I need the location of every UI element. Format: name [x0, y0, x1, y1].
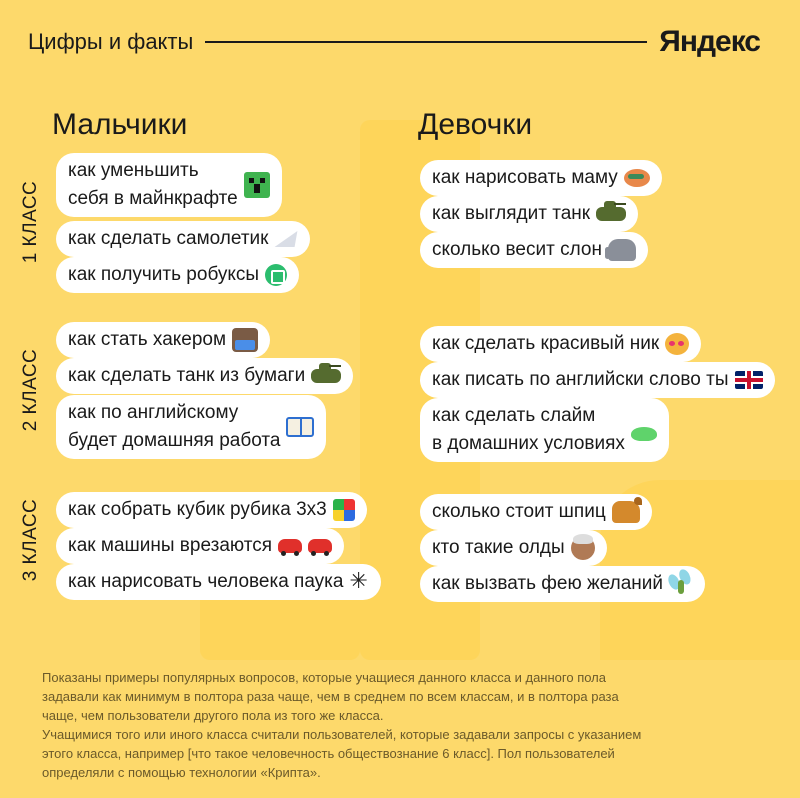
list-item: [56, 564, 381, 600]
query-text: как стать хакером: [68, 329, 227, 350]
cat-heart-eyes-icon: [665, 333, 689, 355]
list-item: [420, 566, 705, 602]
robux-icon: [265, 264, 287, 286]
old-person-icon: [571, 536, 595, 560]
query-text: как писать по английски слово ты: [432, 369, 729, 390]
list-item: [56, 528, 344, 564]
footnote-paragraph: Учащимися того или иного класса считали пользователей, которые задавали запросы с указанием этого класса, например [что такое человечность обществознание 6 класс]. Пол пользователей определяли с помощью технологии «Крипта».: [42, 727, 642, 780]
elephant-icon: [608, 239, 636, 261]
list-item: [420, 326, 701, 362]
palette-icon: [624, 169, 650, 187]
grade-label-1: 1 КЛАСС: [20, 180, 41, 264]
header: [28, 22, 760, 62]
spider-icon: [349, 572, 369, 592]
query-text: как уменьшить себя в майнкрафте: [68, 160, 238, 209]
creeper-icon: [244, 172, 270, 198]
query-text: как по английскому будет домашняя работа: [68, 402, 281, 451]
query-text: сколько стоит шпиц: [432, 501, 606, 522]
paper-plane-icon: [274, 229, 298, 249]
query-text: как сделать самолетик: [68, 228, 269, 249]
list-item: [56, 257, 299, 293]
query-text: как машины врезаются: [68, 535, 272, 556]
query-text: как собрать кубик рубика 3x3: [68, 499, 327, 520]
query-text: как сделать танк из бумаги: [68, 365, 306, 386]
list-item: [56, 395, 326, 459]
grade-label-2: 2 КЛАСС: [20, 348, 41, 432]
car-icon: [308, 539, 332, 553]
list-item: [56, 358, 353, 394]
list-item: [420, 362, 775, 398]
rubik-cube-icon: [333, 499, 355, 521]
tank-icon: [311, 369, 341, 383]
list-item: [56, 492, 367, 528]
list-item: [420, 530, 607, 566]
header-title: Цифры и факты: [28, 29, 194, 54]
tank-icon: [596, 207, 626, 221]
footnote: [42, 668, 772, 782]
list-item: [420, 196, 638, 232]
header-divider: [205, 41, 647, 43]
column-title-girls: Девочки: [418, 108, 533, 141]
list-item: [420, 494, 652, 530]
query-text: как сделать слайм в домашних условиях: [432, 405, 625, 454]
query-text: как сделать красивый ник: [432, 333, 660, 354]
slime-icon: [631, 427, 657, 441]
list-item: [56, 221, 310, 257]
list-item: [420, 398, 669, 462]
list-item: [420, 160, 662, 196]
query-text: как получить робуксы: [68, 264, 260, 285]
query-text: как выглядит танк: [432, 203, 591, 224]
list-item: [56, 153, 282, 217]
dog-icon: [612, 501, 640, 523]
hacker-icon: [232, 328, 258, 352]
car-icon: [278, 539, 302, 553]
grade-label-3: 3 КЛАСС: [20, 498, 41, 582]
fairy-icon: [669, 572, 693, 596]
query-text: как нарисовать человека паука: [68, 571, 344, 592]
query-text: как нарисовать маму: [432, 167, 618, 188]
query-text: кто такие олды: [432, 537, 565, 558]
book-icon: [286, 417, 314, 437]
footnote-paragraph: Показаны примеры популярных вопросов, которые учащиеся данного класса и данного пола задавали как минимум в полтора раза чаще, чем в среднем по всем классам, и в полтора раза чаще, чем пользователи другого пола из того же класса.: [42, 670, 619, 723]
query-text: сколько весит слон: [432, 239, 602, 260]
query-text: как вызвать фею желаний: [432, 573, 664, 594]
list-item: [420, 232, 648, 268]
list-item: [56, 322, 270, 358]
column-title-boys: Мальчики: [52, 108, 188, 141]
yandex-logo: Яндекс: [659, 25, 760, 58]
background-shape: [200, 590, 360, 660]
uk-flag-icon: [735, 371, 763, 389]
